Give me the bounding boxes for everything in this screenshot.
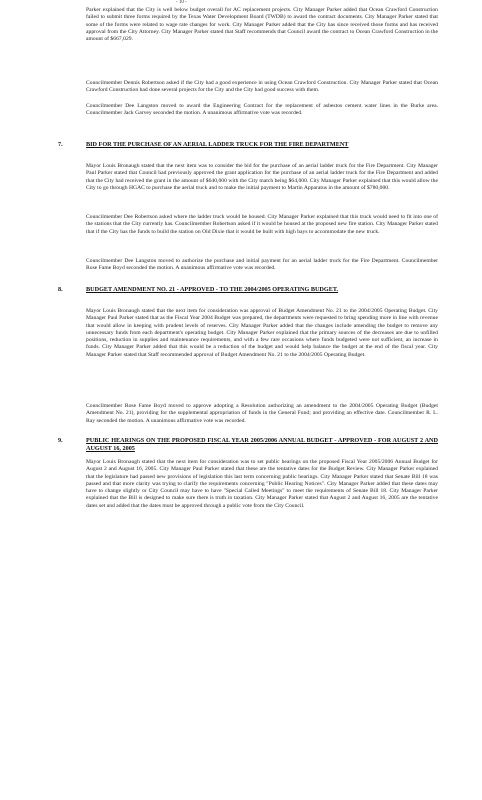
intro-paragraph-1 — [86, 7, 438, 43]
section-8-paragraph-2 — [86, 403, 438, 425]
section-number: 8. — [58, 286, 63, 293]
body-text: Councilmember Dee Langston moved to authorize the purchase and initial payment for an aerial ladder truck for the Fire Department. Councilmember Rose Fame Boyd seconded the motion. A unanimous affirmative vote was recorded. — [86, 258, 438, 272]
body-text: Councilmember Dee Langston moved to award the Engineering Contract for the replacement of asbestos cement water lines in the Burke area. Councilmember Jack Garvey seconded the motion. A unanimous affirmative vote was recorded. — [86, 103, 438, 117]
body-text: Parker explained that the City is well below budget overall for AC replacement projects. City Manager Parker added that Ocean Crawford Construction failed to submit three forms required by the Texas Water Development Board (TWDB) to award the contract documents. City Manager Parker stated that some of the forms were related to wage rate changes for work. City Manager Parker added that the City has since received those forms and has received approval from the City Attorney. City Manager Parker stated that Staff recommends that Council award the contract to Ocean Crawford Construction in the amount of $667,029. — [86, 7, 438, 43]
section-title: BUDGET AMENDMENT NO. 21 - APPROVED - TO THE 2004/2005 OPERATING BUDGET. — [86, 286, 339, 293]
body-text: Councilmember Dennis Robertson asked if the City had a good experience in using Ocean Crawford Construction. City Manager Parker stated that Ocean Crawford Construction had done several projects for the City and the City had good success with them. — [86, 80, 438, 94]
body-text: Mayor Louis Bronaugh stated that the next item was to consider the bid for the purchase of an aerial ladder truck for the Fire Department. City Manager Paul Parker stated that Council had previously approved the grant application for the purchase of an aerial ladder truck for the Fire Department and added that the City had received the grant in the amount of $640,000 with the City match being $64,000. City Manager Parker explained that this would allow the City to go through HGAC to purchase the aerial truck and to make the initial payment to Martin Apparatus in the amount of $780,000. — [86, 163, 438, 191]
section-9-paragraph-1 — [86, 459, 438, 510]
intro-paragraph-3 — [86, 103, 438, 118]
section-number: 9. — [58, 437, 63, 444]
body-text: Mayor Louis Bronaugh stated that the next item for consideration was approval of Budget Amendment No. 21 to the 2004/2005 Operating Budget. City Manager Paul Parker stated that as the Fiscal Year 2004 Budget was prepared, the departments were requested to bring spending more in line with revenue that would allow in keeping with prudent levels of reserves. City Manager Parker added that the changes include amending the budget to remove any unnecessary funds from each department's operating budget. City Manager Parker explained that the primary sources of the decreases are due to unfilled positions, reduction in supplies and maintenance requirements, and with a few rare occasions where funds budgeted were not sufficient, an increase in funds. City Manager Parker added that this would be a reduction of the budget and would help balance the budget at the end of the fiscal year. City Manager Parker stated that Staff recommended approval of Budget Amendment No. 21 to the 2004/2005 Operating Budget. — [86, 308, 438, 358]
section-7-paragraph-2 — [86, 214, 438, 236]
section-8-paragraph-1 — [86, 308, 438, 359]
section-7-paragraph-3 — [86, 258, 438, 273]
body-text: Mayor Louis Bronaugh stated that the next item for consideration was to set public hearings on the proposed Fiscal Year 2005/2006 Annual Budget for August 2 and August 16, 2005. City Manager Paul Parker stated that these are the tentative dates for the Budget Review. City Manager Parker explained that the legislature had passed new provisions of legislation this last term concerning public hearings. City Manager Parker stated that Senate Bill 18 was passed and that more clarity was trying to clarify the requirements concerning "Public Hearing Notices". City Manager Parker added that these dates may have to change slightly or City Council may have to have "Special Called Meetings" to meet the requirements of Senate Bill 18. City Manager Parker explained that the Bill is designed to make sure there is truth in taxation. City Manager Parker stated that August 2 and August 16, 2005 are the tentative dates set and added that the dates must be approved through a public vote from the City Council. — [86, 459, 438, 509]
page-number-mark: - 10 - — [176, 0, 187, 5]
section-title: BID FOR THE PURCHASE OF AN AERIAL LADDER TRUCK FOR THE FIRE DEPARTMENT — [86, 141, 349, 148]
section-title: PUBLIC HEARINGS ON THE PROPOSED FISCAL YEAR 2005/2006 ANNUAL BUDGET - APPROVED - FOR AUGUST 2 AND AUGUST 16, 2005 — [86, 437, 438, 452]
section-number: 7. — [58, 141, 63, 148]
section-7-paragraph-1 — [86, 163, 438, 192]
intro-paragraph-2 — [86, 80, 438, 95]
body-text: Councilmember Dee Robertson asked where the ladder truck would be housed. City Manager Parker explained that this truck would need to fit into one of the stations that the City currently has. Councilmember Robertson asked if it would be housed at the proposed new fire station. City Manager Parker stated that if the City has the funds to build the station on Old Dixie that it would be built with high bays to accommodate the new truck. — [86, 214, 438, 235]
body-text: Councilmember Rose Fame Boyd moved to approve adopting a Resolution authorizing an amendment to the 2004/2005 Operating Budget (Budget Amendment No. 21), providing for the supplemental appropriation of funds in the General Fund; and providing an effective date. Councilmember R. L. Ray seconded the motion. A unanimous affirmative vote was recorded. — [86, 403, 438, 424]
